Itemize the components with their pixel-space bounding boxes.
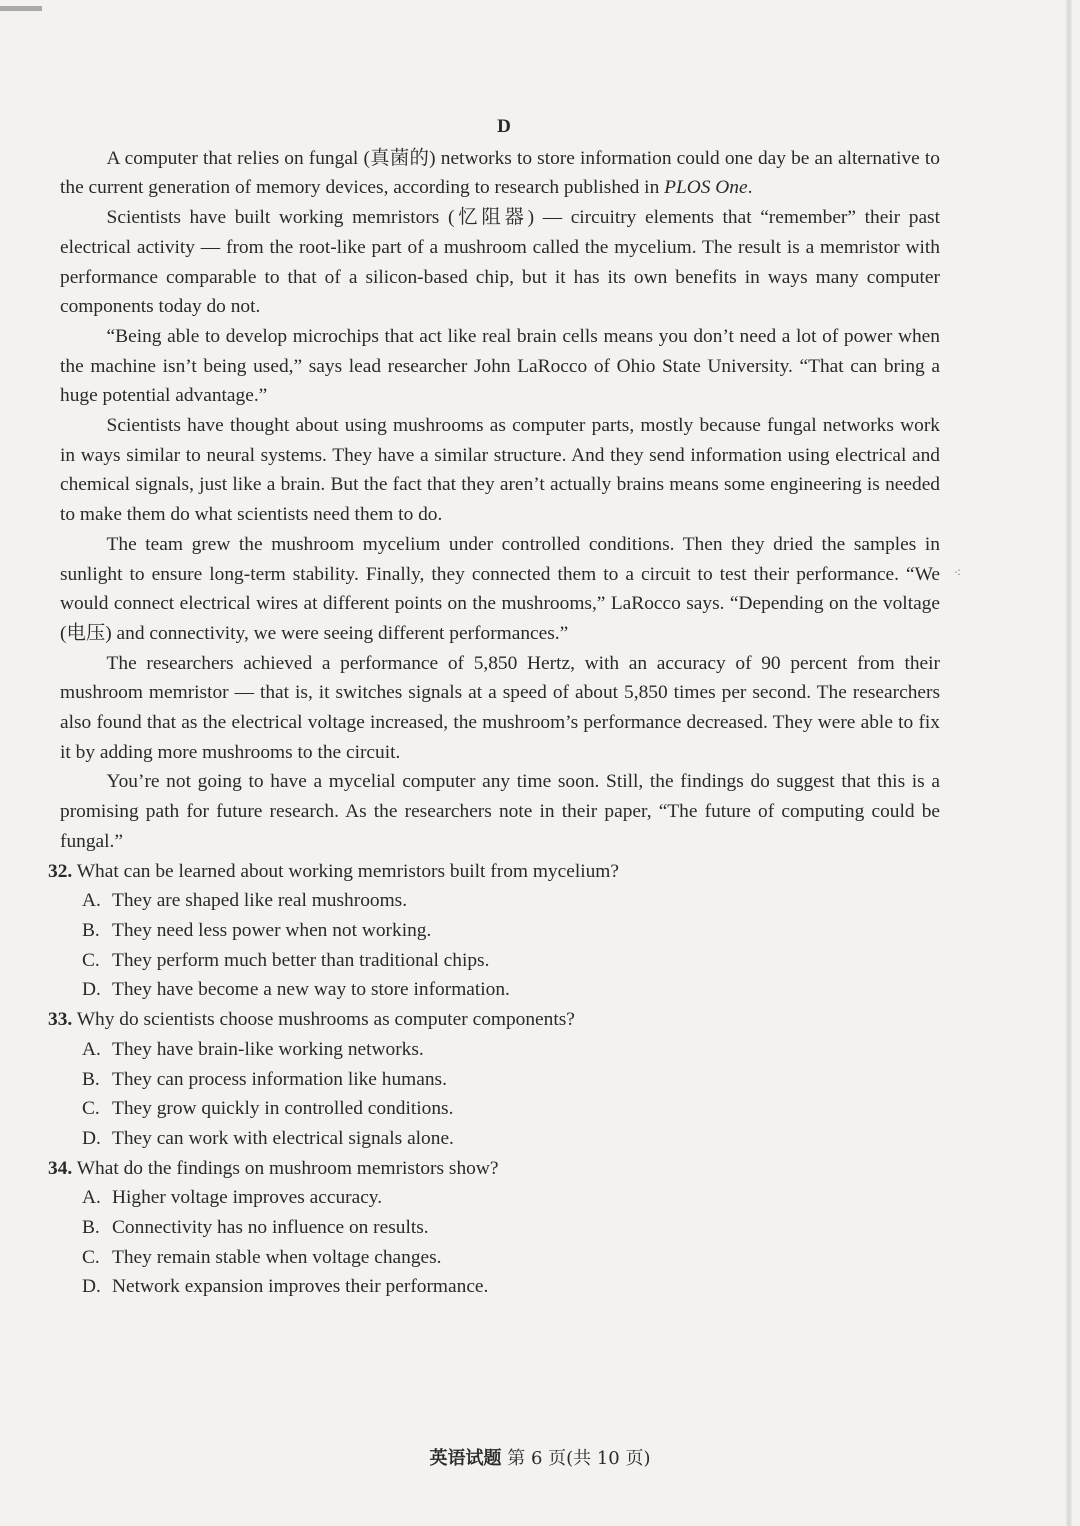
- paragraph-1: A computer that relies on fungal (真菌的) networks to store information could one day be an alternative to the current generation of memory devices, according to research published in PLOS One.: [60, 147, 940, 199]
- option-a[interactable]: A. They have brain-like working networks.: [82, 1038, 424, 1060]
- option-d[interactable]: D. They can work with electrical signals alone.: [82, 1127, 454, 1149]
- question-stem: 33. Why do scientists choose mushrooms as computer components?: [48, 1009, 575, 1031]
- scan-smudge: ⁖: [954, 566, 962, 580]
- paragraph-4: Scientists have thought about using mushrooms as computer parts, mostly because fungal networks work in ways similar to neural systems. They have a similar structure. And they send information using electrical and chemical signals, just like a brain. But the fact that they aren’t actually brains means some engineering is needed to make them do what scientists need them to do.: [60, 415, 940, 526]
- option-a[interactable]: A. Higher voltage improves accuracy.: [82, 1187, 383, 1209]
- scan-mark: [0, 6, 42, 11]
- footer-page-info: 第 6 页(共 10 页): [507, 1448, 651, 1469]
- option-c[interactable]: C. They grow quickly in controlled conditions.: [82, 1098, 454, 1120]
- reading-passage: [48, 112, 940, 1302]
- section-letter: D: [497, 116, 511, 137]
- question-33: [48, 1005, 940, 1154]
- option-b[interactable]: B. They can process information like humans.: [82, 1068, 447, 1090]
- paragraph-2: Scientists have built working memristors (忆阻器) — circuitry elements that “remember” their past electrical activity — from the root-like part of a mushroom called the mycelium. The result is a memristor with performance comparable to that of a silicon-based chip, but it has its own benefits in ways many computer components today do not.: [60, 207, 940, 318]
- paragraph-7: You’re not going to have a mycelial computer any time soon. Still, the findings do suggest that this is a promising path for future research. As the researchers note in their paper, “The future of computing could be fungal.”: [60, 771, 940, 852]
- page-footer: [0, 1444, 1080, 1470]
- journal-name: PLOS One: [664, 177, 748, 199]
- option-a[interactable]: A. They are shaped like real mushrooms.: [82, 890, 408, 912]
- option-c[interactable]: C. They perform much better than traditional chips.: [82, 949, 490, 971]
- paragraph-5: The team grew the mushroom mycelium under controlled conditions. Then they dried the samples in sunlight to ensure long-term stability. Finally, they connected them to a circuit to test their performance. “We would connect electrical wires at different points on the mushrooms,” LaRocco says. “Depending on the voltage (电压) and connectivity, we were seeing different performances.”: [60, 533, 940, 644]
- option-d[interactable]: D. They have become a new way to store information.: [82, 979, 510, 1001]
- option-c[interactable]: C. They remain stable when voltage changes.: [82, 1246, 442, 1268]
- question-stem: 32. What can be learned about working memristors built from mycelium?: [48, 860, 619, 882]
- scan-edge: [1066, 0, 1072, 1526]
- paragraph-3: “Being able to develop microchips that act like real brain cells means you don’t need a lot of power when the machine isn’t being used,” says lead researcher John LaRocco of Ohio State University. “That can bring a huge potential advantage.”: [60, 325, 940, 407]
- option-d[interactable]: D. Network expansion improves their performance.: [82, 1276, 489, 1298]
- option-b[interactable]: B. They need less power when not working.: [82, 919, 432, 941]
- question-32: [48, 857, 940, 1006]
- paragraph-6: The researchers achieved a performance of 5,850 Hertz, with an accuracy of 90 percent from their mushroom memristor — that is, it switches signals at a speed of about 5,850 times per second. The researchers also found that as the electrical voltage increased, the mushroom’s performance decreased. They were able to fix it by adding more mushrooms to the circuit.: [60, 652, 940, 763]
- question-stem: 34. What do the findings on mushroom memristors show?: [48, 1157, 499, 1179]
- option-b[interactable]: B. Connectivity has no influence on results.: [82, 1217, 429, 1239]
- footer-subject: 英语试题: [429, 1448, 502, 1469]
- question-34: [48, 1154, 940, 1303]
